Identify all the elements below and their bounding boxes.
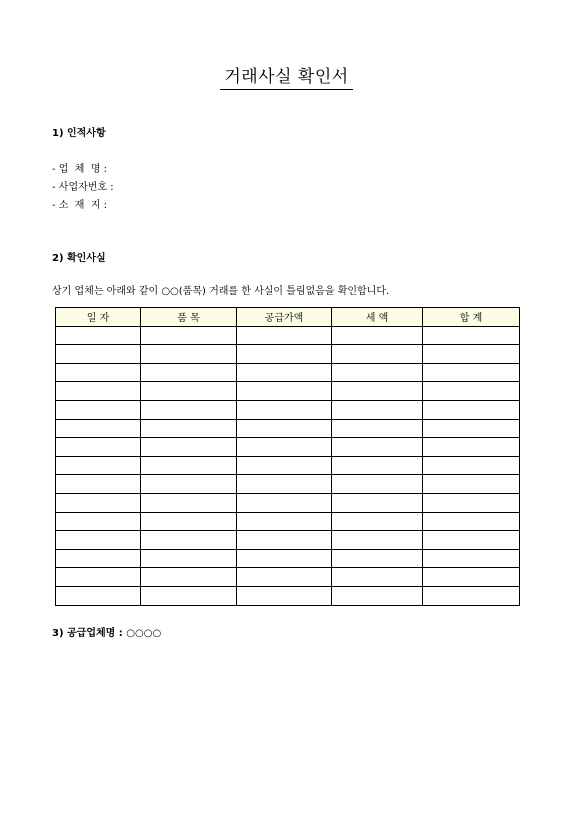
table-row — [56, 438, 520, 457]
table-cell[interactable] — [141, 382, 237, 401]
header-supply-amount: 공급가액 — [237, 308, 332, 327]
table-cell[interactable] — [332, 438, 423, 457]
table-cell[interactable] — [332, 363, 423, 382]
table-cell[interactable] — [141, 531, 237, 550]
table-cell[interactable] — [141, 549, 237, 568]
table-cell[interactable] — [56, 456, 141, 475]
section-1-heading: 1) 인적사항 — [52, 128, 106, 139]
table-cell[interactable] — [423, 531, 520, 550]
table-row — [56, 345, 520, 364]
table-cell[interactable] — [332, 568, 423, 587]
table-cell[interactable] — [332, 345, 423, 364]
table-cell[interactable] — [237, 568, 332, 587]
table-cell[interactable] — [141, 438, 237, 457]
table-cell[interactable] — [332, 493, 423, 512]
table-cell[interactable] — [332, 456, 423, 475]
business-number-field: - 사업자번호 : — [52, 182, 114, 193]
header-total: 합 계 — [423, 308, 520, 327]
table-cell[interactable] — [423, 326, 520, 345]
table-cell[interactable] — [332, 475, 423, 494]
document-title-text: 거래사실 확인서 — [220, 66, 352, 90]
table-header-row — [56, 308, 520, 327]
header-item: 품 목 — [141, 308, 237, 327]
table-cell[interactable] — [56, 512, 141, 531]
table-cell[interactable] — [423, 586, 520, 605]
table-row — [56, 586, 520, 605]
table-row — [56, 531, 520, 550]
table-row — [56, 456, 520, 475]
table-cell[interactable] — [237, 586, 332, 605]
table-cell[interactable] — [332, 326, 423, 345]
table-cell[interactable] — [237, 419, 332, 438]
table-cell[interactable] — [237, 345, 332, 364]
table-cell[interactable] — [141, 400, 237, 419]
table-cell[interactable] — [141, 456, 237, 475]
table-cell[interactable] — [56, 531, 141, 550]
table-cell[interactable] — [56, 438, 141, 457]
table-row — [56, 549, 520, 568]
table-cell[interactable] — [332, 512, 423, 531]
table-cell[interactable] — [332, 549, 423, 568]
table-cell[interactable] — [141, 568, 237, 587]
table-cell[interactable] — [423, 493, 520, 512]
section-2-heading: 2) 확인사실 — [52, 253, 106, 264]
table-cell[interactable] — [423, 363, 520, 382]
table-body — [56, 326, 520, 605]
table-cell[interactable] — [237, 531, 332, 550]
table-row — [56, 493, 520, 512]
table-cell[interactable] — [237, 475, 332, 494]
company-name-field: - 업 체 명 : — [52, 164, 108, 175]
table-cell[interactable] — [332, 419, 423, 438]
table-row — [56, 400, 520, 419]
confirmation-sentence: 상기 업체는 아래와 같이 ○○(품목) 거래를 한 사실이 틀림없음을 확인합니다. — [52, 286, 390, 297]
table-cell[interactable] — [56, 326, 141, 345]
table-cell[interactable] — [237, 382, 332, 401]
table-cell[interactable] — [237, 549, 332, 568]
table-cell[interactable] — [141, 363, 237, 382]
table-row — [56, 512, 520, 531]
table-cell[interactable] — [423, 400, 520, 419]
table-cell[interactable] — [56, 586, 141, 605]
table-cell[interactable] — [332, 586, 423, 605]
table-cell[interactable] — [141, 326, 237, 345]
table-cell[interactable] — [423, 456, 520, 475]
table-cell[interactable] — [56, 400, 141, 419]
header-date: 일 자 — [56, 308, 141, 327]
table-cell[interactable] — [423, 438, 520, 457]
table-cell[interactable] — [332, 400, 423, 419]
table-cell[interactable] — [237, 438, 332, 457]
table-cell[interactable] — [56, 382, 141, 401]
table-row — [56, 568, 520, 587]
table-row — [56, 382, 520, 401]
table-row — [56, 475, 520, 494]
table-cell[interactable] — [423, 419, 520, 438]
transaction-table — [55, 307, 520, 606]
table-cell[interactable] — [423, 512, 520, 531]
table-cell[interactable] — [56, 493, 141, 512]
table-cell[interactable] — [141, 512, 237, 531]
table-cell[interactable] — [423, 549, 520, 568]
table-cell[interactable] — [237, 400, 332, 419]
section-3-heading: 3) 공급업체명 : ○○○○ — [52, 628, 162, 639]
table-cell[interactable] — [141, 345, 237, 364]
table-cell[interactable] — [237, 512, 332, 531]
table-cell[interactable] — [237, 493, 332, 512]
table-cell[interactable] — [56, 549, 141, 568]
table-cell[interactable] — [56, 419, 141, 438]
table-cell[interactable] — [56, 568, 141, 587]
table-cell[interactable] — [141, 419, 237, 438]
table-cell[interactable] — [237, 456, 332, 475]
table-cell[interactable] — [56, 475, 141, 494]
table-cell[interactable] — [141, 493, 237, 512]
table-cell[interactable] — [141, 586, 237, 605]
table-cell[interactable] — [56, 345, 141, 364]
table-cell[interactable] — [423, 568, 520, 587]
address-field: - 소 재 지 : — [52, 200, 108, 211]
table-cell[interactable] — [423, 475, 520, 494]
header-tax-amount: 세 액 — [332, 308, 423, 327]
table-cell[interactable] — [237, 326, 332, 345]
table-row — [56, 363, 520, 382]
document-title — [0, 66, 573, 90]
table-cell[interactable] — [332, 382, 423, 401]
table-cell[interactable] — [237, 363, 332, 382]
table-cell[interactable] — [423, 345, 520, 364]
table-row — [56, 326, 520, 345]
table-cell[interactable] — [332, 531, 423, 550]
table-cell[interactable] — [56, 363, 141, 382]
table-row — [56, 419, 520, 438]
table-cell[interactable] — [423, 382, 520, 401]
table-cell[interactable] — [141, 475, 237, 494]
